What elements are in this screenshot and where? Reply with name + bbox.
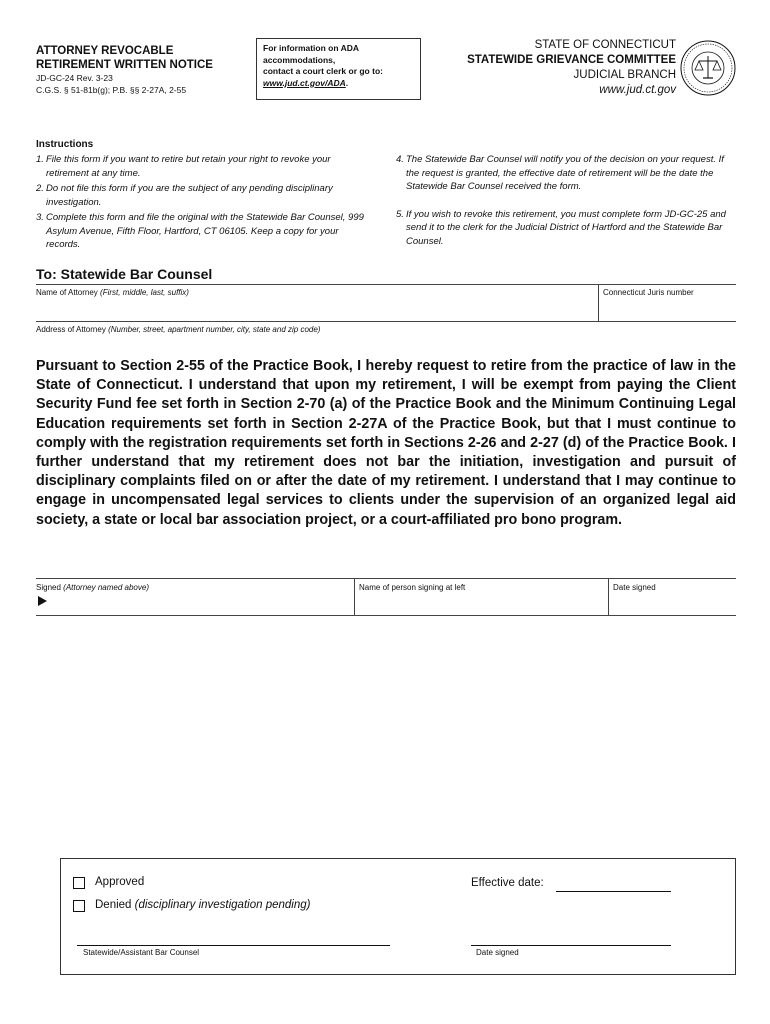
counsel-date-line[interactable] — [471, 945, 671, 946]
statutes: C.G.S. § 51-81b(g); P.B. §§ 2-27A, 2-55 — [36, 85, 187, 95]
instruction-item: 3. Complete this form and file the original with the Statewide Bar Counsel, 999 Asylum Avenue, Fifth Floor, Hartford, CT 06105. Keep a copy for your records. — [36, 212, 364, 250]
instruction-item: 1. File this form if you want to retire but retain your right to revoke your retirement at any time. — [36, 154, 331, 179]
agency-website[interactable]: www.jud.ct.gov — [599, 84, 676, 96]
instructions-right-column — [396, 153, 736, 250]
ada-line3: contact a court clerk or go to: — [263, 66, 383, 76]
form-title-line1: ATTORNEY REVOCABLE — [36, 45, 174, 57]
approval-section — [60, 858, 736, 975]
counsel-signature-line[interactable] — [77, 945, 390, 946]
ada-link-suffix: . — [345, 77, 349, 88]
signed-hint: (Attorney named above) — [63, 583, 149, 592]
signer-name-label: Name of person signing at left — [359, 583, 466, 592]
agency-state: STATE OF CONNECTICUT — [534, 39, 676, 51]
recipient-heading: To: Statewide Bar Counsel — [36, 266, 213, 282]
effective-date-line[interactable] — [556, 891, 671, 892]
juris-number-label: Connecticut Juris number — [603, 288, 694, 297]
instructions-left-column — [36, 153, 371, 254]
denied-label: Denied — [95, 899, 132, 911]
signer-name-field[interactable] — [354, 579, 608, 615]
retirement-statement: Pursuant to Section 2-55 of the Practice Book, I hereby request to retire from the practice of law in the State of Connecticut. I understand that upon my retirement, I will be exempt from paying the Client Security Fund fee set forth in Section 2-70 (a) of the Practice Book and the Minimum Continuing Legal Education requirements set forth in Section 2-27A of the Practice Book, but that I must continue to comply with the registration requirements set forth in Sections 2-26 and 2-27 (d) of the Practice Book. I further understand that my retirement does not bar the initiation, investigation and pursuit of disciplinary complaints filed on or after the date of my retirement. I understand that I may continue to engage in uncompensated legal services to clients under the supervision of an organized legal aid society, a state or local bar association project, or a court-affiliated pro bono program. — [36, 358, 736, 528]
attorney-name-hint: (First, middle, last, suffix) — [100, 288, 189, 297]
attorney-address-hint: (Number, street, apartment number, city, state and zip code) — [108, 325, 321, 334]
approved-label: Approved — [95, 876, 145, 888]
form-code: JD-GC-24 Rev. 3-23 — [36, 73, 113, 83]
signature-row — [36, 578, 736, 616]
sign-here-arrow-icon — [38, 596, 47, 606]
form-title — [36, 44, 213, 72]
attorney-info-fields — [36, 284, 736, 366]
instruction-item: 4. The Statewide Bar Counsel will notify you of the decision on your request. If the request is granted, the effective date of retirement will be the date the Statewide Bar Counsel received the form. — [396, 154, 724, 192]
ada-line1: For information on ADA — [263, 43, 360, 53]
denied-checkbox[interactable] — [73, 900, 85, 912]
juris-number-field[interactable] — [598, 285, 736, 321]
effective-date-label: Effective date: — [471, 877, 544, 889]
instruction-item: 5. If you wish to revoke this retirement, you must complete form JD-GC-25 and send it to the clerk for the Judicial District of Hartford and the Statewide Bar Counsel. — [396, 208, 726, 247]
state-seal-icon — [680, 40, 736, 96]
counsel-date-label: Date signed — [476, 948, 519, 957]
attorney-address-label: Address of Attorney — [36, 325, 106, 334]
signature-date-label: Date signed — [613, 583, 656, 592]
approved-checkbox[interactable] — [73, 877, 85, 889]
instructions-heading: Instructions — [36, 139, 94, 150]
name-row — [36, 284, 736, 321]
signature-date-field[interactable] — [608, 579, 736, 615]
denied-option — [95, 899, 310, 911]
attorney-name-field[interactable] — [36, 285, 598, 321]
attorney-name-label: Name of Attorney — [36, 288, 98, 297]
agency-committee: STATEWIDE GRIEVANCE COMMITTEE — [467, 54, 676, 66]
form-code-block — [36, 72, 186, 96]
agency-block — [467, 38, 676, 98]
denied-hint: (disciplinary investigation pending) — [134, 899, 311, 911]
counsel-signature-label: Statewide/Assistant Bar Counsel — [83, 948, 200, 957]
ada-link[interactable]: www.jud.ct.gov/ADA — [263, 77, 346, 88]
ada-notice-box — [256, 38, 421, 100]
instruction-item: 2. Do not file this form if you are the subject of any pending disciplinary investigation. — [36, 183, 333, 208]
signed-label: Signed — [36, 583, 61, 592]
agency-branch: JUDICIAL BRANCH — [573, 69, 676, 81]
signature-field[interactable] — [36, 579, 354, 615]
ada-line2: accommodations, — [263, 54, 336, 65]
form-title-line2: RETIREMENT WRITTEN NOTICE — [36, 59, 213, 71]
